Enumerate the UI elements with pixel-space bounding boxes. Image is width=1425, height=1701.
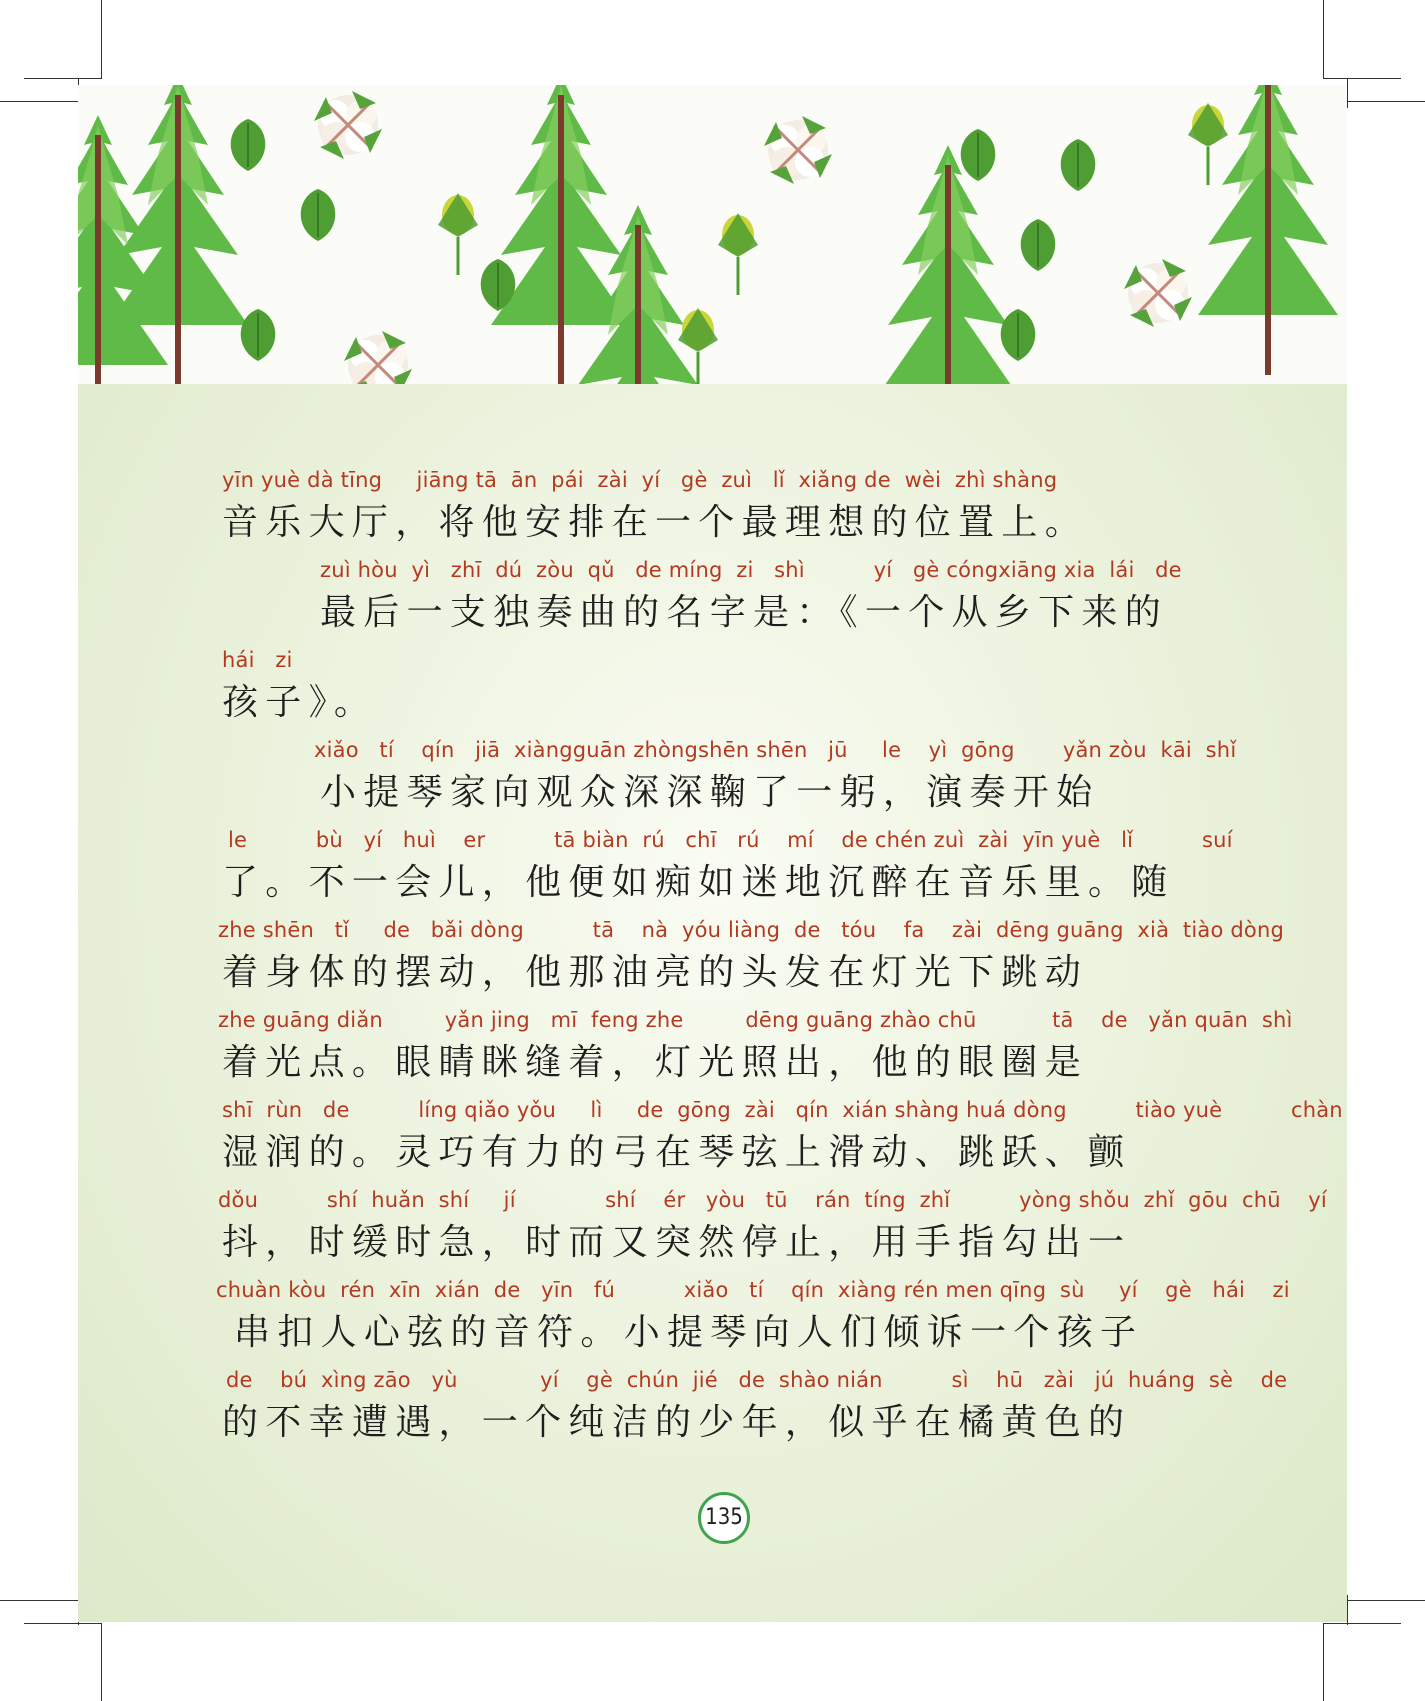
chinese-text-line: 孩子》。: [222, 682, 378, 723]
pinyin-line: zhe shēn tǐ de bǎi dòng tā nà yóu liàng de tóu fa zài dēng guāng xià tiào dòng: [218, 918, 1284, 942]
pinyin-line: le bù yí huì er tā biàn rú chī rú mí de chén zuì zài yīn yuè lǐ suí: [228, 828, 1233, 852]
crop-mark: [1323, 0, 1324, 78]
chinese-text-line: 小提琴家向观众深深鞠了一躬，演奏开始: [320, 772, 1100, 813]
header-illustration: [78, 85, 1347, 384]
crop-mark: [1347, 101, 1425, 102]
chinese-text-line: 最后一支独奏曲的名字是：《一个从乡下来的: [320, 592, 1169, 633]
page-number: 135: [698, 1492, 750, 1544]
crop-mark: [1323, 78, 1401, 79]
chinese-text-line: 的不幸遭遇，一个纯洁的少年，似乎在橘黄色的: [222, 1402, 1132, 1443]
pinyin-line: xiǎo tí qín jiā xiàngguān zhòngshēn shēn jū le yì gōng yǎn zòu kāi shǐ: [314, 738, 1237, 762]
pinyin-line: dǒu shí huǎn shí jí shí ér yòu tū rán tíng zhǐ yòng shǒu zhǐ gōu chū yí: [218, 1188, 1327, 1212]
pinyin-line: hái zi: [222, 648, 293, 672]
crop-mark: [101, 0, 102, 78]
chinese-text-line: 着光点。眼睛眯缝着，灯光照出，他的眼圈是: [222, 1042, 1089, 1083]
crop-mark: [0, 101, 78, 102]
crop-mark: [24, 1623, 102, 1624]
chinese-text-line: 湿润的。灵巧有力的弓在琴弦上滑动、跳跃、颤: [222, 1132, 1132, 1173]
crop-mark: [1347, 78, 1348, 108]
pinyin-line: zuì hòu yì zhī dú zòu qǔ de míng zi shì yí gè cóngxiāng xia lái de: [320, 558, 1182, 582]
crop-mark: [1347, 1595, 1348, 1625]
crop-mark: [1347, 1600, 1425, 1601]
crop-mark: [101, 1623, 102, 1701]
pinyin-line: chuàn kòu rén xīn xián de yīn fú xiǎo tí qín xiàng rén men qīng sù yí gè hái zi: [216, 1278, 1290, 1302]
crop-mark: [24, 78, 102, 79]
pinyin-line: de bú xìng zāo yù yí gè chún jié de shào nián sì hū zài jú huáng sè de: [226, 1368, 1288, 1392]
pinyin-line: zhe guāng diǎn yǎn jing mī feng zhe dēng guāng zhào chū tā de yǎn quān shì: [218, 1008, 1293, 1032]
chinese-text-line: 着身体的摆动，他那油亮的头发在灯光下跳动: [222, 952, 1089, 993]
pinyin-line: yīn yuè dà tīng jiāng tā ān pái zài yí gè zuì lǐ xiǎng de wèi zhì shàng: [222, 468, 1058, 492]
crop-mark: [0, 1600, 78, 1601]
crop-mark: [1323, 1623, 1401, 1624]
chinese-text-line: 串扣人心弦的音符。小提琴向人们倾诉一个孩子: [234, 1312, 1144, 1353]
chinese-text-line: 了。不一会儿，他便如痴如迷地沉醉在音乐里。随: [222, 862, 1175, 903]
pinyin-line: shī rùn de líng qiǎo yǒu lì de gōng zài qín xián shàng huá dòng tiào yuè chàn: [222, 1098, 1343, 1122]
chinese-text-line: 抖，时缓时急，时而又突然停止，用手指勾出一: [222, 1222, 1132, 1263]
chinese-text-line: 音乐大厅，将他安排在一个最理想的位置上。: [222, 502, 1089, 543]
crop-mark: [1323, 1623, 1324, 1701]
